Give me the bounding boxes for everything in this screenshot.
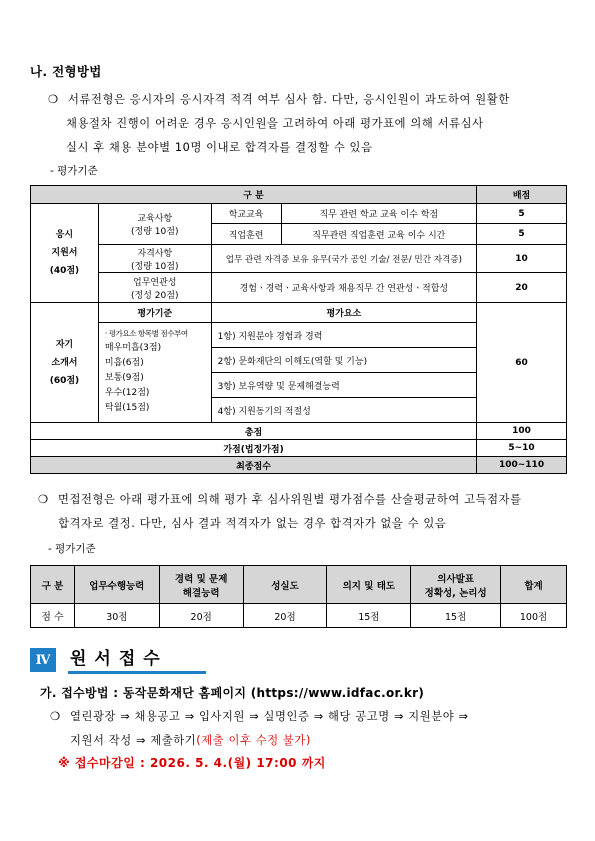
table-header-row [31,566,567,604]
interview-line: 합격자로 결정. 다만, 심사 결과 적격자가 없는 경우 합격자가 없을 수 있음 [58,517,447,530]
header-cell: 의지 및 태도 [327,566,411,604]
detail-text: 경험ㆍ경력ㆍ교육사항과 채용직무 간 연관성ㆍ적합성 [211,273,476,303]
score-cell: 60 [477,303,567,423]
criteria-list [98,323,211,423]
criteria-line: 탁월(15점) [104,403,150,413]
header-cell: 의사발표 정확성, 논리성 [411,566,501,604]
applicant-form-label: 응시 지원서 (40점) [31,204,99,303]
element-text: 1항) 지원분야 경험과 경력 [211,323,476,348]
doc-review-line: 채용절차 진행이 어려운 경우 응시인원을 고려하여 아래 평가표에 의해 서류심사 [66,117,484,130]
criteria-line: 우수(12점) [104,388,150,398]
final-score: 100~110 [477,457,567,474]
deadline-notice: ※ 접수마감일 : 2026. 5. 4.(월) 17:00 까지 [58,756,326,770]
criteria-line: 매우미흡(3점) [104,343,162,353]
bullet-icon: ❍ [48,93,59,106]
table-row [31,303,567,323]
criteria-label: - 평가기준 [50,165,98,177]
education-item: 교육사항 [137,214,173,224]
header-cell: 업무수행능력 [74,566,159,604]
header-cell: 성실도 [243,566,327,604]
bonus-score: 5~10 [477,440,567,457]
score-cell: 5 [477,204,567,224]
detail-text: 업무 관련 자격증 보유 유무(국가 공인 기술/ 전문/ 민간 자격증) [211,245,476,273]
document-evaluation-table [30,185,567,474]
section-title-selection: 나. 전형방법 [30,64,102,79]
total-label: 총점 [31,423,477,440]
element-text: 2항) 문화재단의 이해도(역할 및 기능) [211,348,476,373]
reception-method-title: 가. 접수방법 : 동작문화재단 홈페이지 (https://www.idfac.or.kr) [40,686,425,700]
interview-evaluation-table [30,565,567,628]
table-row [31,440,567,457]
education-sub: (정량 10점) [131,227,179,237]
criteria-header: 평가기준 [98,303,211,323]
self-intro-label: 자기 소개서 (60점) [31,303,99,423]
section-number-badge: Ⅳ [30,648,56,672]
section-underline [68,671,206,674]
table-row [31,457,567,474]
final-label: 최종점수 [31,457,477,474]
relevance-item: 업무연관성 [133,277,177,288]
elements-header: 평가요소 [211,303,476,323]
detail-text: 직무 관련 학교 교육 이수 학점 [281,204,477,224]
bullet-icon: ❍ [38,493,49,506]
criteria-line: · 평가요소 항목별 점수부여 [104,329,188,338]
doc-review-line: 실시 후 채용 분야별 10명 이내로 합격자를 결정할 수 있음 [66,141,373,154]
table-row [31,273,567,303]
steps-line: 지원서 작성 ⇒ 제출하기 [70,734,197,747]
score-cell: 100점 [501,604,567,628]
interview-line: 면접전형은 아래 평가표에 의해 평가 후 심사위원별 평가점수를 산술평균하여 고득점자를 [58,493,522,506]
criteria-line: 미흡(6점) [104,358,144,368]
total-score: 100 [477,423,567,440]
score-cell: 15점 [411,604,501,628]
doc-review-paragraph [48,88,510,160]
detail-text: 직무관련 직업훈련 교육 이수 시간 [281,224,477,245]
header-division: 구 분 [31,186,477,204]
detail-type: 학교교육 [211,204,281,224]
table-row [31,604,567,628]
relevance-cell [98,273,211,303]
relevance-sub: (정성 20점) [131,290,179,301]
detail-type: 직업훈련 [211,224,281,245]
criteria-label: - 평가기준 [48,543,96,555]
section-title-reception: 원서접수 [70,649,168,669]
header-cell: 합계 [501,566,567,604]
header-cell: 구 분 [31,566,75,604]
element-text: 4항) 지원동기의 적절성 [211,398,476,423]
qualification-item: 자격사항 [137,248,173,259]
score-cell: 20점 [243,604,327,628]
reception-steps [50,705,469,753]
score-cell: 30점 [74,604,159,628]
doc-review-line: 서류전형은 응시자의 응시자격 적격 여부 심사 함. 다만, 응시인원이 과도하여 원활한 [68,93,510,106]
table-header-row [31,186,567,204]
score-cell: 10 [477,245,567,273]
criteria-line: 보통(9점) [104,373,144,383]
element-text: 3항) 보유역량 및 문제해결능력 [211,373,476,398]
row-label: 점 수 [31,604,75,628]
qualification-sub: (정량 10점) [131,261,179,272]
qualification-cell [98,245,211,273]
warning-text: (제출 이후 수정 불가) [196,734,311,747]
header-cell: 경력 및 문제 해결능력 [159,566,243,604]
header-score: 배점 [477,186,567,204]
score-cell: 20 [477,273,567,303]
score-cell: 5 [477,224,567,245]
bullet-icon: ❍ [50,710,61,723]
interview-paragraph [38,488,522,536]
steps-line: 열린광장 ⇒ 채용공고 ⇒ 입사지원 ⇒ 실명인증 ⇒ 해당 공고명 ⇒ 지원분야 ⇒ [70,710,469,723]
score-cell: 15점 [327,604,411,628]
table-row [31,204,567,224]
score-cell: 20점 [159,604,243,628]
education-cell [98,204,211,245]
table-row [31,245,567,273]
section-4-heading [30,648,206,672]
bonus-label: 가점(법정가점) [31,440,477,457]
table-row [31,423,567,440]
